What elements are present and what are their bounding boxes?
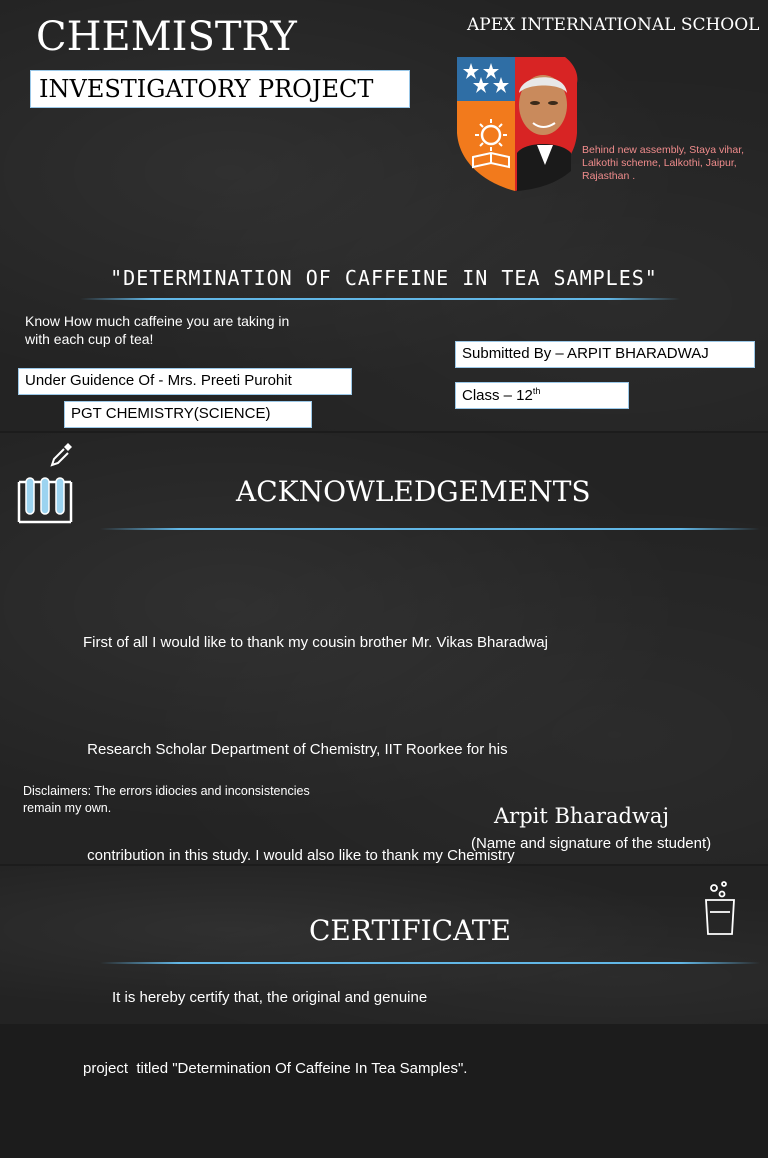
class-label: Class – 12 — [462, 387, 533, 404]
dropper-icon — [46, 439, 76, 469]
school-name: APEX INTERNATIONAL SCHOOL — [467, 15, 760, 35]
tagline-line: with each cup of tea! — [25, 331, 154, 347]
certificate-heading: CERTIFICATE — [309, 914, 511, 947]
body-line: project titled "Determination Of Caffeine In Tea Samples". — [83, 1060, 468, 1077]
submitted-by-box: Submitted By – ARPIT BHARADWAJ — [455, 341, 755, 368]
subtitle-box — [30, 70, 410, 108]
class-suffix: th — [532, 386, 541, 396]
divider-line — [100, 962, 760, 964]
address-line: Rajasthan . — [582, 170, 636, 182]
body-line: First of all I would like to thank my cousin brother Mr. Vikas Bharadwaj — [83, 634, 548, 651]
disclaimer — [23, 783, 310, 817]
class-box — [455, 382, 629, 409]
disclaimer-line: Disclaimers: The errors idiocies and inconsistencies — [23, 784, 310, 798]
page-title: CHEMISTRY — [36, 14, 297, 60]
title-slide — [0, 0, 768, 431]
body-line: Research Scholar Department of Chemistry, IIT Roorkee for his — [83, 740, 508, 758]
tagline-line: Know How much caffeine you are taking in — [25, 313, 290, 329]
tagline — [25, 312, 289, 348]
beaker-icon — [702, 880, 738, 936]
project-title: "DETERMINATION OF CAFFEINE IN TEA SAMPLES" — [110, 266, 658, 290]
acknowledgements-heading: ACKNOWLEDGEMENTS — [236, 475, 591, 508]
guide-dept-box: PGT CHEMISTRY(SCIENCE) — [64, 401, 312, 428]
school-address — [582, 144, 744, 183]
school-crest-logo — [455, 53, 581, 193]
signature-caption: (Name and signature of the student) — [471, 835, 712, 852]
divider-line — [80, 298, 680, 300]
guidance-box: Under Guidence Of - Mrs. Preeti Purohit — [18, 368, 352, 395]
signature-name: Arpit Bharadwaj — [494, 804, 669, 828]
subtitle: INVESTIGATORY PROJECT — [39, 75, 374, 103]
divider-line — [100, 528, 760, 530]
acknowledgement-body — [83, 554, 548, 1158]
disclaimer-line: remain my own. — [23, 801, 112, 815]
certificate-slide — [0, 866, 768, 1024]
test-tubes-icon — [17, 476, 73, 526]
address-line: Behind new assembly, Staya vihar, — [582, 144, 745, 156]
body-line: contribution in this study. I would also like to thank my Chemistry — [83, 847, 515, 864]
certificate-body: It is hereby certify that, the original and genuine — [112, 989, 428, 1006]
address-line: Lalkothi scheme, Lalkothi, Jaipur, — [582, 157, 737, 169]
